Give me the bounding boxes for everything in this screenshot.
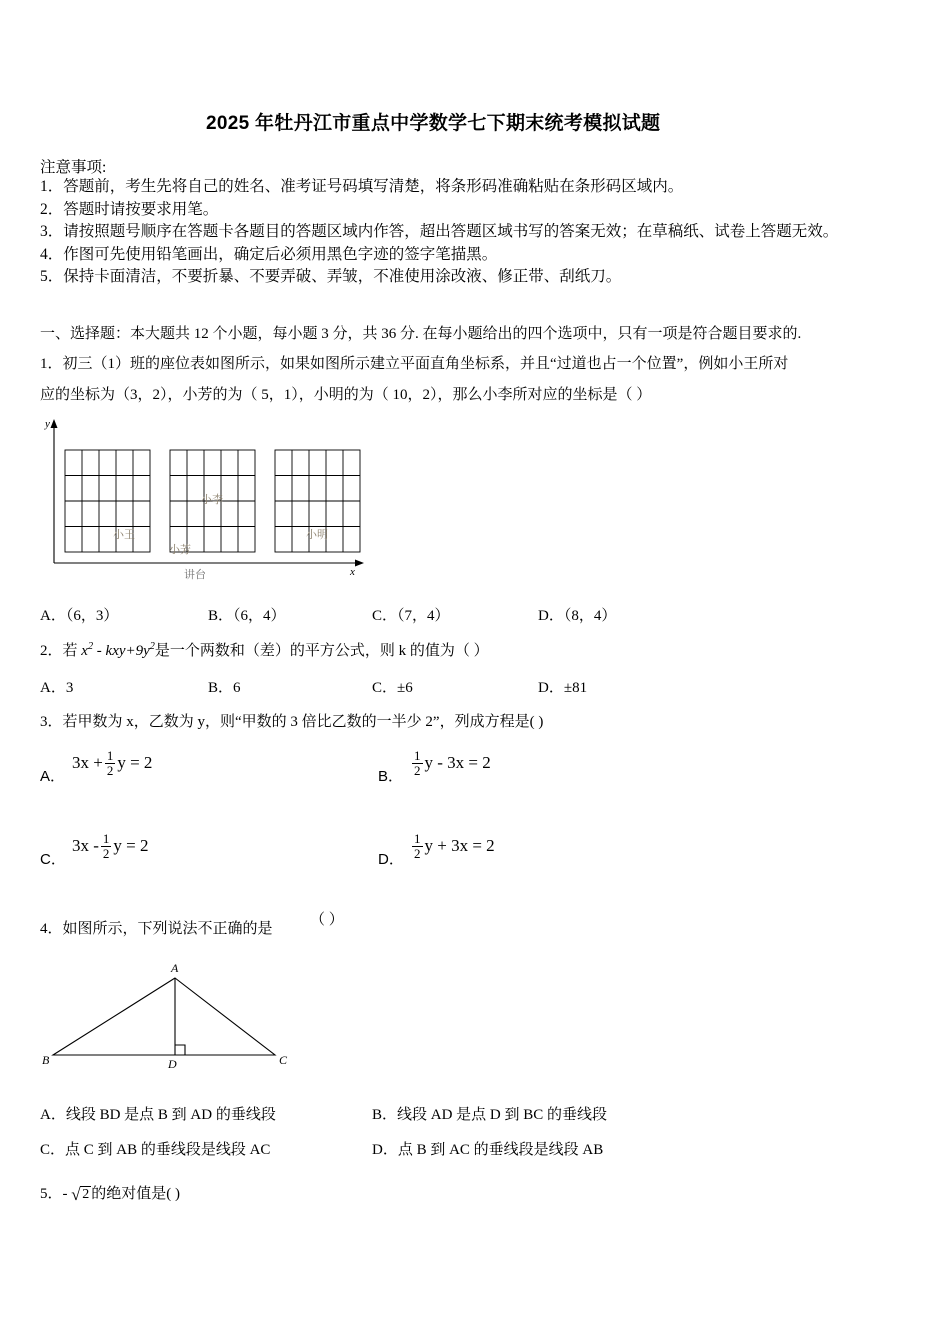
q3d-denominator: 2: [414, 845, 421, 861]
question-2-stem: [40, 639, 489, 660]
section-heading: 一、选择题：本大题共 12 个小题，每小题 3 分，共 36 分. 在每小题给出的四个选项中，只有一项是符合题目要求的.: [40, 326, 802, 342]
q3c-part1: 3x -: [72, 836, 99, 856]
question-3-text: 若甲数为 x，乙数为 y，则“甲数的 3 倍比乙数的一半少 2”，列成方程是( ): [62, 714, 544, 730]
notice-item: 3．请按照题号顺序在答题卡各题目的答题区域内作答，超出答题区域书写的答案无效；在草稿纸、试卷上答题无效。: [40, 223, 839, 240]
q1-option-d: D．（8，4）: [538, 608, 617, 624]
svg-text:讲台: 讲台: [184, 569, 206, 581]
question-5-text-post: 的绝对值是( ): [91, 1186, 181, 1202]
radical-sign: √: [71, 1185, 81, 1204]
svg-text:x: x: [350, 566, 355, 578]
svg-text:A: A: [171, 961, 179, 975]
q3d-fraction: [412, 832, 423, 860]
q3a-numerator: 1: [106, 748, 114, 763]
question-5-number: 5．: [40, 1186, 63, 1202]
q4-option-b: B．线段 AD 是点 D 到 BC 的垂线段: [372, 1107, 608, 1123]
q3c-part2: y = 2: [113, 836, 149, 856]
q2-option-a: A．3: [40, 680, 74, 696]
question-3-number: 3．: [40, 714, 63, 730]
q2-option-b: B．6: [208, 680, 241, 696]
q2-option-d: D．±81: [538, 680, 588, 696]
page-title: 2025 年牡丹江市重点中学数学七下期末统考模拟试题: [206, 113, 661, 134]
q1-option-a: A．（6，3）: [40, 608, 119, 624]
q3-option-d-label: D．: [378, 851, 404, 868]
question-1-line-2: 应的坐标为（3，2），小芳的为（ 5，1），小明的为（ 10，2），那么小李所对应的坐标是（ ）: [40, 387, 652, 403]
notice-list: [40, 176, 920, 289]
q3c-numerator: 1: [102, 831, 110, 846]
q3d-part2: y + 3x = 2: [424, 836, 495, 856]
q3a-part2: y = 2: [117, 753, 153, 773]
notice-item: 1．答题前，考生先将自己的姓名、准考证号码填写清楚，将条形码准确粘贴在条形码区域内。: [40, 178, 684, 195]
q3-option-c-label: C．: [40, 851, 66, 868]
question-5-stem: [40, 1182, 180, 1203]
q3b-part2: y - 3x = 2: [424, 753, 491, 773]
question-4-stem: [40, 917, 273, 938]
question-5-minus: -: [62, 1186, 68, 1202]
svg-text:y: y: [45, 418, 50, 430]
square-root-expression: [71, 1186, 91, 1203]
q4-option-d: D．点 B 到 AC 的垂线段是线段 AB: [372, 1142, 604, 1158]
triangle-figure: [40, 960, 340, 1085]
q3-option-d-expr: [410, 833, 495, 861]
seating-chart-figure: [40, 415, 370, 590]
q3d-numerator: 1: [414, 831, 421, 846]
q3a-part1: 3x +: [72, 753, 103, 773]
q1-option-b: B．（6，4）: [208, 608, 286, 624]
question-4-paren: （ ）: [310, 912, 344, 928]
question-2-math: $x^2 - kxy+9y^2$: [81, 641, 155, 659]
q3b-fraction: [412, 749, 423, 777]
svg-text:小明: 小明: [306, 529, 328, 541]
svg-text:小芳: 小芳: [169, 544, 191, 556]
radicand: 2: [82, 1187, 90, 1202]
svg-text:D: D: [168, 1057, 177, 1071]
q3-option-a-label: A．: [40, 768, 66, 785]
question-2-stem-pre: 若: [62, 643, 82, 659]
q3b-numerator: 1: [414, 748, 421, 763]
svg-text:小李: 小李: [201, 494, 223, 506]
q2-option-c: C．±6: [372, 680, 413, 696]
q3c-fraction: [101, 832, 112, 860]
notice-heading: 注意事项:: [40, 159, 107, 176]
q1-option-c: C．（7，4）: [372, 608, 450, 624]
q3-option-c-expr: [72, 833, 149, 861]
q3-option-b-expr: [410, 750, 491, 778]
notice-item: 2．答题时请按要求用笔。: [40, 200, 219, 218]
q3b-denominator: 2: [414, 762, 421, 778]
q4-option-c: C．点 C 到 AB 的垂线段是线段 AC: [40, 1142, 271, 1158]
question-4-number: 4．: [40, 921, 63, 937]
question-2-number: 2．: [40, 643, 63, 659]
question-3-stem: [40, 710, 543, 731]
q3c-denominator: 2: [102, 845, 110, 861]
q3a-denominator: 2: [106, 762, 114, 778]
q3-option-b-label: B．: [378, 768, 404, 785]
notice-item: 5．保持卡面清洁，不要折暴、不要弄破、弄皱，不准使用涂改液、修正带、刮纸刀。: [40, 268, 622, 285]
svg-text:B: B: [42, 1053, 50, 1067]
question-1-text-1: 初三（1）班的座位表如图所示，如果如图所示建立平面直角坐标系，并且“过道也占一个位置”，例如小王所对: [62, 356, 789, 372]
q3-option-a-expr: [72, 750, 152, 778]
q4-option-a: A．线段 BD 是点 B 到 AD 的垂线段: [40, 1107, 276, 1123]
svg-text:C: C: [279, 1053, 288, 1067]
question-1-number: 1．: [40, 356, 63, 372]
question-2-stem-post: 是一个两数和（差）的平方公式，则 k 的值为（ ）: [154, 643, 489, 659]
question-4-text: 如图所示，下列说法不正确的是: [62, 921, 273, 937]
notice-item: 4．作图可先使用铅笔画出，确定后必须用黑色字迹的签字笔描黑。: [40, 245, 498, 263]
question-1-line-1: [40, 352, 788, 373]
svg-text:小王: 小王: [113, 529, 135, 541]
q3a-fraction: [105, 749, 116, 777]
